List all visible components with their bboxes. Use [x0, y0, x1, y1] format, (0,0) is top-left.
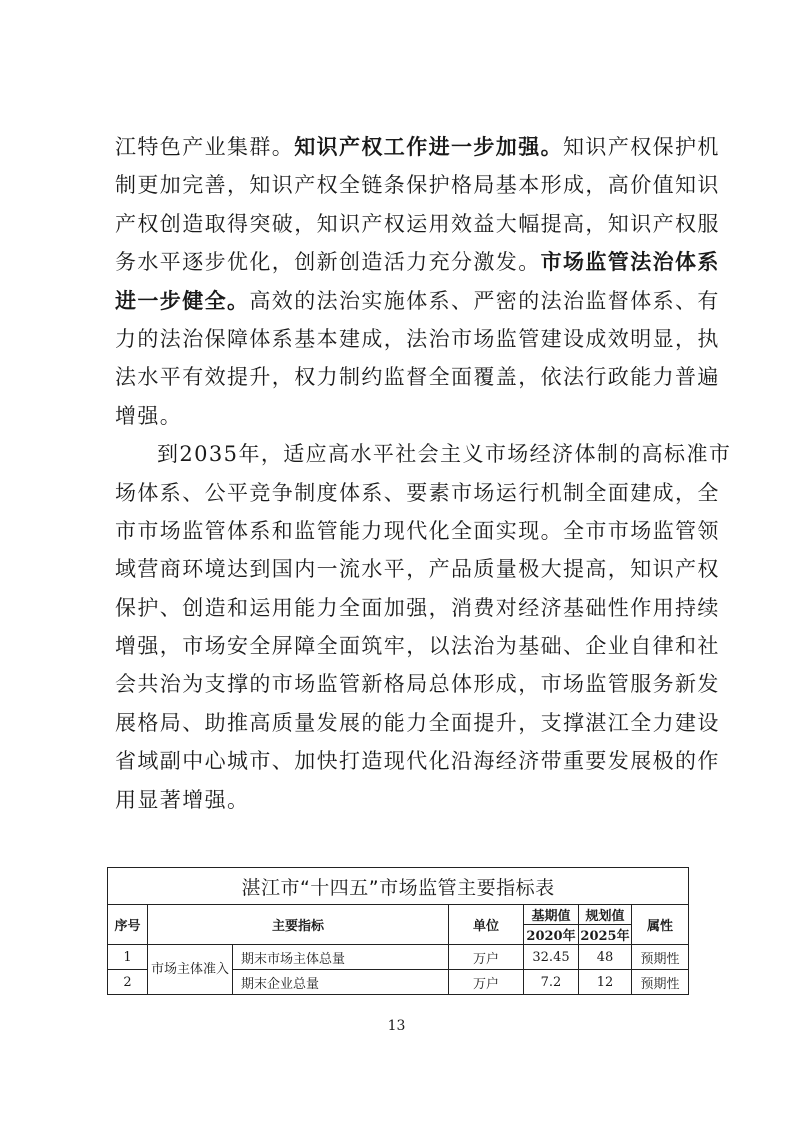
heading-ip-work: 知识产权工作进一步加强。	[294, 134, 564, 159]
text-line: 制更加完善，知识产权全链条保护格局基本形成，高价值知识	[115, 173, 720, 198]
text-line: 市市场监管体系和监管能力现代化全面实现。全市市场监管领	[115, 518, 720, 543]
row-attribute: 预期性	[632, 945, 689, 970]
page-number: 13	[387, 1018, 406, 1034]
header-attribute: 属性	[632, 905, 689, 945]
text-line: 用显著增强。	[115, 787, 250, 812]
text-line: 省域副中心城市、加快打造现代化沿海经济带重要发展极的作	[115, 749, 720, 774]
row-attribute: 预期性	[632, 970, 689, 995]
row-plan: 12	[579, 970, 632, 995]
header-unit: 单位	[449, 905, 524, 945]
row-indicator: 期末市场主体总量	[233, 945, 449, 970]
row-base: 32.45	[524, 945, 579, 970]
header-base: 基期值	[524, 905, 579, 925]
text-line: 产权创造取得突破，知识产权运用效益大幅提高，知识产权服	[115, 211, 720, 236]
header-base-year: 2020年	[524, 925, 579, 945]
row-unit: 万户	[449, 945, 524, 970]
heading-rule-of-law-cont: 进一步健全。	[115, 287, 250, 313]
row-plan: 48	[579, 945, 632, 970]
table-title: 湛江市“十四五”市场监管主要指标表	[108, 868, 689, 905]
text-line: 增强，市场安全屏障全面筑牢，以法治为基础、企业自律和社	[115, 634, 720, 659]
heading-rule-of-law: 市场监管法治体系	[540, 249, 720, 275]
text-line: 务水平逐步优化，创新创造活力充分激发。市场监管法治体系	[115, 249, 720, 275]
text-line: 展格局、助推高质量发展的能力全面提升，支撑湛江全力建设	[115, 710, 720, 735]
text-line: 场体系、公平竞争制度体系、要素市场运行机制全面建成，全	[115, 480, 720, 505]
text-line: 到2035年，适应高水平社会主义市场经济体制的高标准市	[157, 442, 732, 467]
text-line: 域营商环境达到国内一流水平，产品质量极大提高，知识产权	[115, 557, 720, 582]
header-plan: 规划值	[579, 905, 632, 925]
row-index: 2	[108, 970, 148, 995]
text-line: 会共治为支撑的市场监管新格局总体形成，市场监管服务新发	[115, 672, 720, 697]
table-row	[108, 945, 689, 970]
row-unit: 万户	[449, 970, 524, 995]
header-index: 序号	[108, 905, 148, 945]
text-line: 保护、创造和运用能力全面加强，消费对经济基础性作用持续	[115, 595, 720, 620]
row-indicator: 期末企业总量	[233, 970, 449, 995]
category-cell: 市场主体准入	[148, 945, 233, 995]
header-indicator: 主要指标	[148, 905, 449, 945]
row-base: 7.2	[524, 970, 579, 995]
body-text	[115, 128, 732, 819]
text-line: 江特色产业集群。知识产权工作进一步加强。知识产权保护机	[115, 134, 720, 159]
text-line: 进一步健全。高效的法治实施体系、严密的法治监督体系、有	[115, 287, 720, 313]
text-line: 力的法治保障体系基本建成，法治市场监管建设成效明显，执	[115, 326, 720, 351]
text-line: 法水平有效提升，权力制约监督全面覆盖，依法行政能力普遍	[115, 365, 720, 390]
row-index: 1	[108, 945, 148, 970]
text-line: 增强。	[115, 403, 183, 428]
header-plan-year: 2025年	[579, 925, 632, 945]
indicator-table	[107, 867, 689, 995]
